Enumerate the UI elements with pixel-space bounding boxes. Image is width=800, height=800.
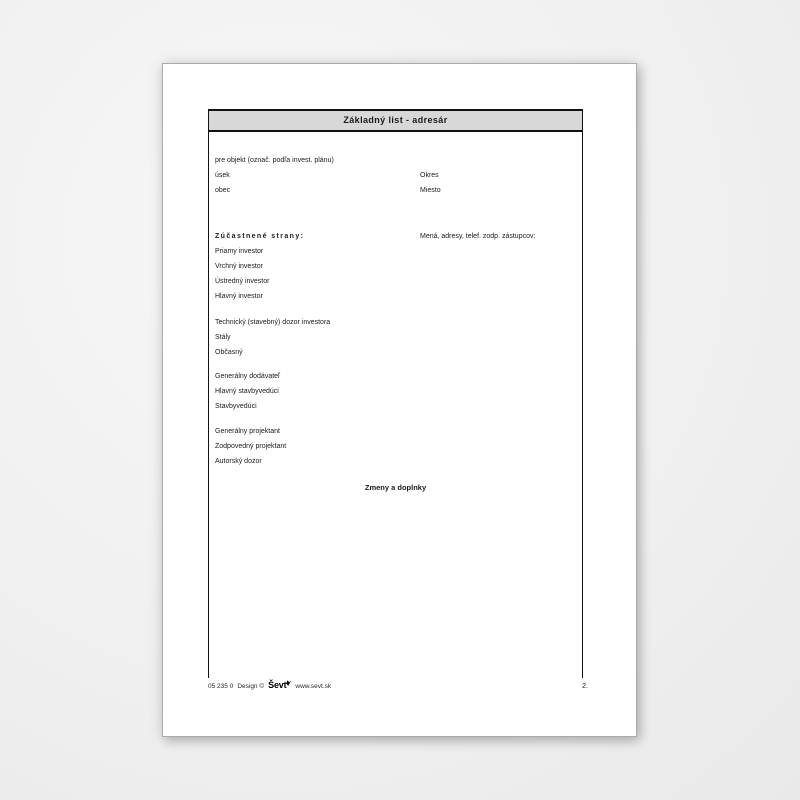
sevt-logo-text: Ševt [268, 680, 287, 690]
form-content [209, 132, 582, 495]
changes-section-title: Zmeny a doplnky [364, 483, 427, 492]
label-priamy-investor: Priamy investor [215, 248, 264, 255]
label-technicky-dozor: Technický (stavebný) dozor investora [215, 319, 331, 326]
label-hlavny-investor: Hlavný investor [215, 293, 263, 300]
sevt-logo-mark-icon [286, 680, 291, 686]
form-code: 05 235 0 [208, 683, 234, 690]
label-obec: obec [215, 187, 231, 194]
object-designation-label: pre objekt (označ. podľa invest. plánu) [215, 157, 334, 164]
contacts-header: Mená, adresy, telef. zodp. zástupcov: [420, 233, 536, 240]
page-number: 2. [582, 683, 588, 690]
label-ustredny-investor: Ústredný investor [215, 278, 270, 285]
label-usek: úsek [215, 172, 230, 179]
form-title: Základný list - adresár [343, 115, 448, 125]
row-section-headers [209, 229, 582, 244]
row-obec-miesto [209, 183, 582, 198]
label-autorsky-dozor: Autorský dozor [215, 458, 262, 465]
design-credit: Design © [237, 683, 265, 690]
row-usek-okres [209, 168, 582, 183]
parties-header: Zúčastnené strany: [215, 233, 305, 240]
sevt-logo [268, 680, 291, 690]
label-generalny-dodavatel: Generálny dodávateľ [215, 373, 281, 380]
form-outline-box [208, 109, 583, 678]
label-stavbyveduci: Stavbyvedúci [215, 403, 257, 410]
object-designation-row [209, 153, 582, 168]
label-vrchny-investor: Vrchný investor [215, 263, 263, 270]
label-zodpovedny-projektant: Zodpovedný projektant [215, 443, 287, 450]
form-title-band [209, 111, 582, 132]
label-staly: Stály [215, 334, 231, 341]
footer-left [208, 680, 331, 690]
website-text: www.sevt.sk [295, 683, 332, 690]
page-footer [208, 680, 588, 694]
paper-page [162, 63, 637, 737]
label-obcasny: Občasný [215, 349, 243, 356]
label-generalny-projektant: Generálny projektant [215, 428, 280, 435]
label-hlavny-stavbyveduci: Hlavný stavbyvedúci [215, 388, 279, 395]
label-miesto: Miesto [420, 187, 441, 194]
label-okres: Okres [420, 172, 439, 179]
